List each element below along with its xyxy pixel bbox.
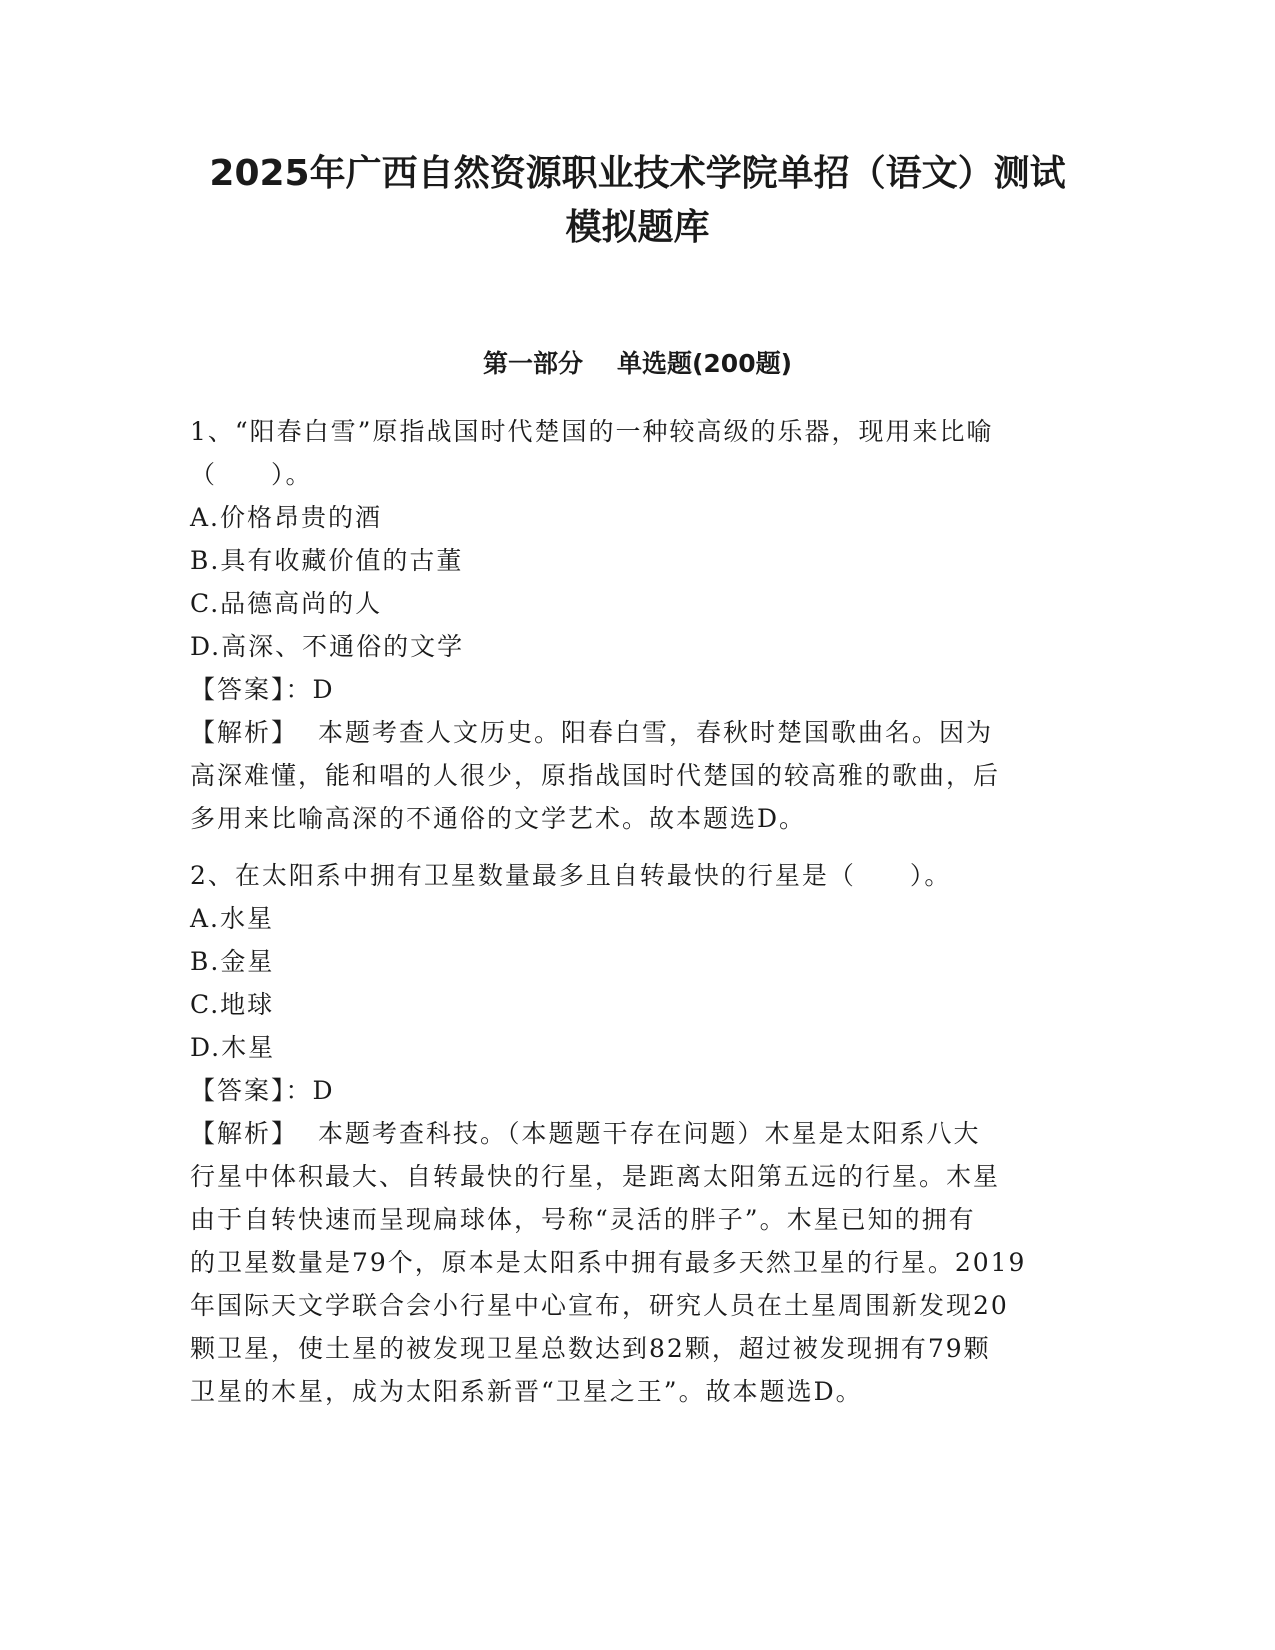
question-2	[190, 854, 1075, 1413]
document-title-line-1: 2025年广西自然资源职业技术学院单招（语文）测试	[209, 153, 1066, 194]
question-list	[190, 410, 1075, 1427]
section-heading-type: 单选题(200题)	[616, 349, 793, 378]
question-1-stem-line-2: （ ）。	[190, 460, 313, 489]
question-1-option-c: C.品德高尚的人	[190, 589, 383, 618]
section-heading	[150, 346, 1125, 382]
question-2-option-b: B.金星	[190, 947, 275, 976]
question-1-explanation-line-2: 高深难懂，能和唱的人很少，原指战国时代楚国的较高雅的歌曲，后	[190, 761, 1001, 790]
question-1	[190, 410, 1075, 840]
question-2-explanation-tag: 【解析】	[190, 1119, 299, 1148]
question-1-option-b: B.具有收藏价值的古董	[190, 546, 464, 575]
question-2-explanation-line-4: 的卫星数量是79个，原本是太阳系中拥有最多天然卫星的行星。2019	[190, 1248, 1027, 1277]
question-2-stem-line-1: 2、在太阳系中拥有卫星数量最多且自转最快的行星是（ ）。	[190, 861, 952, 890]
question-2-answer: 【答案】：D	[190, 1076, 335, 1105]
question-2-explanation-line-5: 年国际天文学联合会小行星中心宣布，研究人员在土星周围新发现20	[190, 1291, 1009, 1320]
question-2-option-a: A.水星	[190, 904, 275, 933]
question-2-option-d: D.木星	[190, 1033, 276, 1062]
question-1-option-d: D.高深、不通俗的文学	[190, 632, 465, 661]
question-1-explanation-line-3: 多用来比喻高深的不通俗的文学艺术。故本题选D。	[190, 804, 807, 833]
question-2-option-c: C.地球	[190, 990, 275, 1019]
section-heading-part: 第一部分	[482, 349, 583, 378]
question-1-explanation-text-1: 本题考查人文历史。阳春白雪，春秋时楚国歌曲名。因为	[318, 718, 994, 747]
question-1-explanation-tag: 【解析】	[190, 718, 299, 747]
document-title-line-2: 模拟题库	[565, 207, 710, 248]
question-1-answer: 【答案】：D	[190, 675, 335, 704]
document-title	[150, 147, 1125, 255]
question-1-explanation-line-1	[190, 711, 1075, 754]
question-2-explanation-line-7: 卫星的木星，成为太阳系新晋“卫星之王”。故本题选D。	[190, 1377, 863, 1406]
question-2-explanation-line-6: 颗卫星，使土星的被发现卫星总数达到82颗，超过被发现拥有79颗	[190, 1334, 991, 1363]
question-2-explanation-line-2: 行星中体积最大、自转最快的行星，是距离太阳第五远的行星。木星	[190, 1162, 1001, 1191]
question-2-explanation-text-1: 本题考查科技。（本题题干存在问题）木星是太阳系八大	[318, 1119, 981, 1148]
question-1-option-a: A.价格昂贵的酒	[190, 503, 383, 532]
question-2-explanation-line-1	[190, 1112, 1075, 1155]
question-2-explanation-line-3: 由于自转快速而呈现扁球体，号称“灵活的胖子”。木星已知的拥有	[190, 1205, 976, 1234]
question-1-stem-line-1: 1、“阳春白雪”原指战国时代楚国的一种较高级的乐器，现用来比喻	[190, 417, 994, 446]
